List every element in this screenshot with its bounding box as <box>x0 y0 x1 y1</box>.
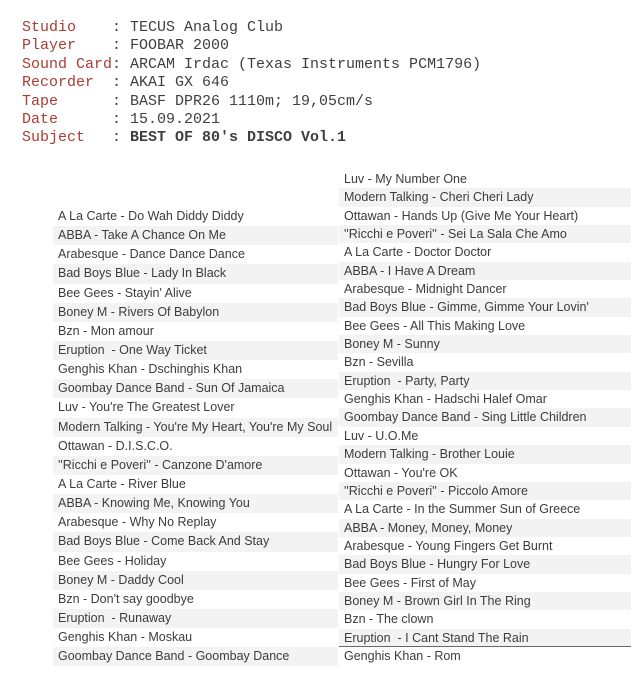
track-row: Genghis Khan - Rom <box>344 648 461 663</box>
tracklist-left-column <box>53 207 338 666</box>
track-row: Goombay Dance Band - Sing Little Children <box>339 408 631 426</box>
track-row: Bzn - Don't say goodbye <box>58 591 194 606</box>
track-row: Eruption - One Way Ticket <box>53 341 338 360</box>
track-row: Eruption - Party, Party <box>339 372 631 390</box>
track-row: ''Ricchi e Poveri'' - Sei La Sala Che Amo <box>339 225 631 243</box>
track-row: Bzn - Sevilla <box>344 355 414 370</box>
track-row: Luv - U.O.Me <box>344 428 419 443</box>
track-row: ''Ricchi e Poveri'' - Piccolo Amore <box>339 482 631 500</box>
track-row: Modern Talking - Brother Louie <box>339 445 631 463</box>
header-field-label: Studio <box>22 19 77 36</box>
header-field-player <box>22 37 481 55</box>
header-field-separator: : <box>112 74 131 92</box>
header-field-value: ARCAM Irdac (Texas Instruments PCM1796) <box>130 55 482 73</box>
track-row: Bad Boys Blue - Come Back And Stay <box>53 532 338 551</box>
track-row: Bad Boys Blue - Lady In Black <box>53 264 338 283</box>
track-row: Arabesque - Midnight Dancer <box>344 282 507 297</box>
recording-info-header <box>22 19 481 148</box>
header-field-label: Date <box>22 110 59 128</box>
track-row: Bee Gees - All This Making Love <box>344 318 526 333</box>
track-row: ABBA - Take A Chance On Me <box>53 226 338 245</box>
header-field-studio <box>22 19 481 37</box>
header-field-label: Recorder <box>22 74 95 92</box>
track-row: Genghis Khan - Moskau <box>58 630 193 645</box>
header-field-separator: : <box>112 55 131 73</box>
track-row: Boney M - Sunny <box>339 335 631 353</box>
track-row: ''Ricchi e Poveri'' - Canzone D'amore <box>53 456 338 475</box>
track-row: Luv - You're The Greatest Lover <box>58 400 235 415</box>
track-row: A La Carte - Do Wah Diddy Diddy <box>58 209 244 223</box>
header-field-sound-card <box>22 56 481 74</box>
header-field-value: BEST OF 80's DISCO Vol.1 <box>130 129 347 147</box>
track-row: Bad Boys Blue - Hungry For Love <box>339 555 631 573</box>
track-row: Arabesque - Why No Replay <box>58 515 217 530</box>
track-row: Bee Gees - Holiday <box>58 553 167 568</box>
track-row: Bzn - Mon amour <box>58 323 154 338</box>
header-field-tape <box>22 93 481 111</box>
header-field-value: FOOBAR 2000 <box>130 37 230 55</box>
track-row: Goombay Dance Band - Goombay Dance <box>53 647 338 666</box>
track-row: Bee Gees - Stayin' Alive <box>58 285 192 300</box>
header-field-separator: : <box>112 92 131 110</box>
track-row: Ottawan - You're OK <box>344 465 458 480</box>
track-row: Goombay Dance Band - Sun Of Jamaica <box>53 379 338 398</box>
track-row: Eruption - Runaway <box>53 609 338 628</box>
track-row: Arabesque - Young Fingers Get Burnt <box>344 538 553 553</box>
header-field-value: BASF DPR26 1110m; 19,05cm/s <box>130 92 374 110</box>
track-row: Arabesque - Dance Dance Dance <box>58 247 245 262</box>
track-row: Luv - My Number One <box>344 172 467 186</box>
header-field-separator: : <box>112 110 131 128</box>
track-row: Bee Gees - First of May <box>344 575 476 590</box>
header-field-label: Subject <box>22 129 86 147</box>
track-row: Boney M - Rivers Of Babylon <box>53 303 338 322</box>
header-field-value: 15.09.2021 <box>130 110 221 128</box>
tracklist-right-column <box>339 170 631 665</box>
track-row: Eruption - I Cant Stand The Rain <box>339 629 631 647</box>
track-row: A La Carte - In the Summer Sun of Greece <box>344 502 581 517</box>
track-row: A La Carte - River Blue <box>58 476 186 491</box>
track-row: Modern Talking - Cheri Cheri Lady <box>339 188 631 206</box>
header-field-value: TECUS Analog Club <box>130 19 284 36</box>
header-field-separator: : <box>112 129 131 147</box>
track-row: Ottawan - Hands Up (Give Me Your Heart) <box>344 208 579 223</box>
header-field-separator: : <box>112 37 131 55</box>
track-row: ABBA - Knowing Me, Knowing You <box>53 494 338 513</box>
track-row: Boney M - Daddy Cool <box>53 571 338 590</box>
track-row: Genghis Khan - Hadschi Halef Omar <box>344 392 547 407</box>
track-row: ABBA - Money, Money, Money <box>339 519 631 537</box>
track-row: ABBA - I Have A Dream <box>339 262 631 280</box>
header-field-recorder <box>22 74 481 92</box>
track-row: Boney M - Brown Girl In The Ring <box>339 592 631 610</box>
track-row: A La Carte - Doctor Doctor <box>344 245 492 260</box>
header-field-subject <box>22 129 481 147</box>
header-field-separator: : <box>112 19 131 36</box>
header-field-label: Player <box>22 37 77 55</box>
header-field-value: AKAI GX 646 <box>130 74 230 92</box>
header-field-date <box>22 111 481 129</box>
track-row: Ottawan - D.I.S.C.O. <box>58 438 173 453</box>
header-field-label: Tape <box>22 92 59 110</box>
track-row: Genghis Khan - Dschinghis Khan <box>58 362 243 377</box>
track-row: Modern Talking - You're My Heart, You're My Soul <box>53 418 338 437</box>
track-row: Bzn - The clown <box>344 612 434 627</box>
track-row: Bad Boys Blue - Gimme, Gimme Your Lovin' <box>339 298 631 316</box>
header-field-label: Sound Card <box>22 55 113 73</box>
